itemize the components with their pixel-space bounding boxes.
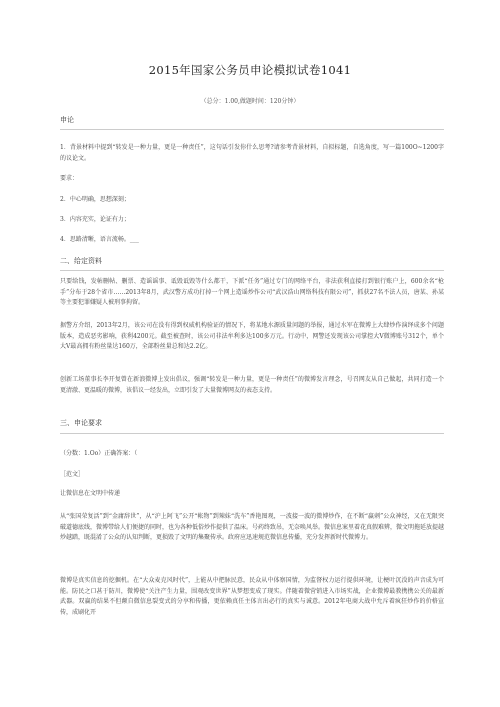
divider — [60, 270, 444, 271]
material-paragraph-3: 创新工场董事长李开复曾在新浪微博上发出倡议，强调“转发是一种力量，更是一种责任”的微博发言理念，号召网友从自己做起，共同打造一个更清澈、更温暖的微博，该倡议一经发出，立即引发了大量微博网友的表态支持。 — [60, 376, 444, 394]
divider — [60, 433, 444, 434]
essay-paragraph-1: 从“张国荣复活”到“金庸辞世”，从“沪上阿飞”公开“帐物”到辣妹“洗车”香艳图观，一波接一波的微博炒作，在不断“赢刺”公众神经，又在无限突破道德底线，微博带给人们便捷的同时，也为各种低俗炒作提供了温床。号药终致吊，无奈唤风举。微信息案里着花真假难辨，微文明拖延放提越炒越踏，既混淆了公众的认知判断，更损毁了文明的集聚传承。政府应迅速规范微信息传播，充分发挥新时代微博力。 — [60, 513, 445, 541]
divider — [60, 129, 444, 130]
essay-paragraph-2: 微博是真实信息的挖掘机。在“大众麦克风时代”，上能从中把脉民意，民众从中体察国情，为监督权力运行提供环境，让梗叶沉没的声音成为可能。防民之口甚于防川，微博使“关注产生力量，围观改变世界”从梦想变成了现实。伴随着微营销进入市场实战，企业微博最教携携公关的最新武器。双赢的结果不但颠自微信息裂变式的分享和传播，更依赖真任主体言出必行的真实与诚意。2012年电商大战中允斥着疯狂炒作的价格宣传，成刷化开 — [60, 577, 444, 616]
section-2-heading: 二、给定资料 — [60, 257, 102, 265]
requirement-3: 3．内容充实，论证有力； — [60, 216, 130, 223]
page-title: 2015年国家公务员申论模拟试卷1041 — [148, 63, 352, 77]
section-3-heading: 三、申论要求 — [60, 419, 102, 427]
essay-title: 让微信息在文明中传递 — [60, 490, 121, 497]
requirements-title: 要求： — [60, 175, 79, 182]
question-1: 1．背景材料中提到“转发是一种力量，更是一种责任”，这句话引发你什么思考?请参考背景材料，自拟标题，自选角度，写一篇100O~1200字的议论文。 — [60, 144, 444, 162]
material-paragraph-2: 据警方介绍，2013年2月，该公司在没有得到权威机构验证的情况下，将某地水源质量问题的举报，通过水军在微博上大肆炒作演绎成多个问题版本，造成恶劣影响，获利4200元。截至被查时，该公司非法牟利多达100多万元。行动中，网警还发现该公司掌控大V微博账号312个，单个大V最高拥有粉丝量达160万，全部粉丝量总和达2.2亿。 — [60, 322, 444, 350]
model-essay-tag: ［范文］ — [60, 471, 85, 478]
section-shenlun-heading: 申论 — [60, 116, 74, 124]
material-paragraph-1: 只要给钱，发帖删帖、删票、造谣谣事、诋毁诋毁等什么都干，下派“任务”通过专门的网络平台，非法获利直接打到银行账户上，600余名“枪手”分布于28个省市……2013年8月，武汉警方成功打掉一个网上造谣炒作公司“武汉浩山网络科技有限公司”，抓获27名不法人员，唐某、孙某等主要犯罪嫌疑人被刑事拘留。 — [60, 278, 444, 306]
score-line: （分数：1.Oo）正确答案：（ — [60, 450, 138, 457]
exam-subtitle: （总分：1.00,做题时间：120分钟） — [200, 98, 300, 105]
requirement-2: 2．中心明确，思想深刻； — [60, 196, 130, 203]
requirement-4: 4．思路清晰，语言流畅。___ — [60, 236, 139, 243]
